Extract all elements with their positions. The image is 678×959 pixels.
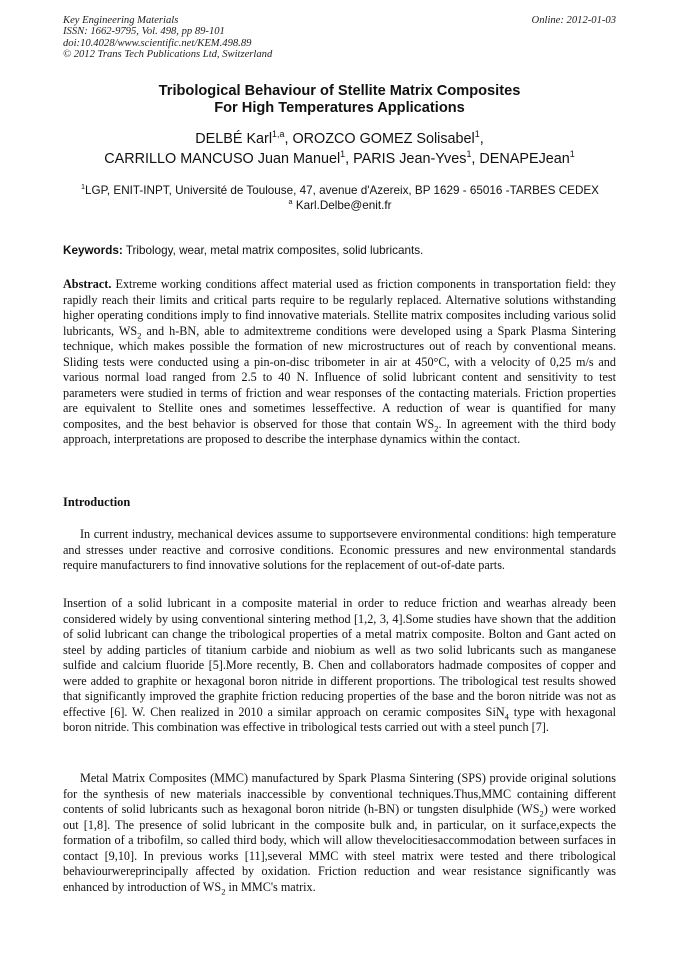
- author-affil-mark: 1: [569, 149, 575, 160]
- subscript: 4: [504, 710, 509, 721]
- journal-name: Key Engineering Materials: [63, 15, 179, 26]
- intro-paragraph-2: [63, 596, 616, 736]
- affiliation-mark: 1: [81, 182, 86, 192]
- author-name: DENAPEJean: [479, 151, 570, 167]
- affiliation-address: [80, 184, 600, 199]
- author-name: PARIS Jean-Yves: [353, 151, 467, 167]
- keywords-text: Tribology, wear, metal matrix composites, solid lubricants.: [125, 244, 424, 257]
- abstract-text: . In agreement with the third body approach, interpretations are proposed to describe the interphase dynamics within the contact.: [63, 416, 616, 446]
- online-date: Online: 2012-01-03: [531, 15, 616, 26]
- author-name: DELBÉ Karl: [195, 131, 273, 147]
- author-affil-mark: 1: [340, 149, 346, 160]
- author-name: OROZCO GOMEZ Solisabel: [292, 131, 475, 147]
- intro-paragraph-1: In current industry, mechanical devices assume to supportsevere environmental conditions: high temperature and stresses under reactive and corrosive conditions. Economic pressures and new environmental standards require manufacturers to find innovative solutions for the replacement of out-of-date parts.: [63, 527, 616, 572]
- title-line-2: For High Temperatures Applications: [214, 100, 465, 116]
- paragraph-text: Insertion of a solid lubricant in a composite material in order to reduce friction and wearhas already been considered widely by using conventional sintering method [1,2, 3, 4].Some studies have shown that the addition of solid lubricant can change the tribological properties of a metal matrix composite. Bolton and Gant acted on steel by adding particles of titanium carbide and niobium as well as two solid lubricants such as manganese sulfide and calcium fluoride [5].More recently, B. Chen and collaborators hadmade composites of copper and were added to graphite or hexagonal boron nitride in different proportions. The tribological test results showed that significantly improved the graphite friction reducing properties of the base and the boron nitride was not as effective [6]. W. Chen realized in 2010 a similar approach on ceramic composites SiN: [63, 596, 616, 719]
- intro-paragraph-3: [63, 771, 616, 895]
- affiliation: [80, 184, 600, 213]
- abstract: [63, 277, 616, 448]
- keywords: [63, 244, 616, 258]
- author-name: CARRILLO MANCUSO Juan Manuel: [104, 151, 341, 167]
- abstract-text: and h-BN, able to admitextreme conditions were developed using a Spark Plasma Sintering technique, which makes possible the formation of new microstructures out of reach by conventional means. Sliding tests were conducted using a pin-on-disc tribometer in air at 450°C, with a velocity of 0,25 m/s and various normal load ranged from 2.5 to 40 N. Influence of solid lubricant content and sensitivity to test parameters were studied in terms of friction and wear responses of the contacting materials. Friction properties are equivalent to Stellite ones and sometimes lesseffective. A reduction of wear is quantified for many composites, and the best behavior is observed for those that contain WS: [63, 323, 616, 431]
- subscript: 2: [434, 422, 439, 433]
- email-mark: a: [288, 196, 293, 206]
- doi-line: doi:10.4028/www.scientific.net/KEM.498.89: [63, 37, 252, 49]
- affiliation-email-line: [80, 196, 600, 214]
- keywords-label: Keywords:: [63, 244, 123, 257]
- author-affil-mark: 1: [474, 129, 480, 140]
- paragraph-text: type with hexagonal boron nitride. This combination was effective in tribological tests carried out with a steel punch [7].: [63, 704, 617, 734]
- paragraph-text: in MMC's matrix.: [228, 879, 316, 894]
- subscript: 2: [539, 808, 544, 819]
- section-heading-introduction: Introduction: [63, 495, 131, 509]
- title-line-1: Tribological Behaviour of Stellite Matrix Composites: [158, 83, 521, 99]
- copyright-line: © 2012 Trans Tech Publications Ltd, Switzerland: [63, 49, 273, 61]
- affiliation-text: LGP, ENIT-INPT, Université de Toulouse, 47, avenue d'Azereix, BP 1629 - 65016 -TARBES CEDEX: [85, 184, 599, 197]
- paragraph-text: Metal Matrix Composites (MMC) manufactured by Spark Plasma Sintering (SPS) provide original solutions for the synthesis of new materials inaccessible by conventional techniques.Thus,MMC containing different contents of solid lubricants such as hexagonal boron nitride (h-BN) or tungsten disulphide (WS: [63, 771, 616, 816]
- author-affil-mark: 1,a: [272, 129, 285, 140]
- journal-header: [63, 15, 616, 61]
- issn-line: ISSN: 1662-9795, Vol. 498, pp 89-101: [63, 26, 225, 38]
- author-line-1: DELBÉ Karl$^{1,a}$, OROZCO GOMEZ Solisabel$^1$,: [195, 129, 484, 147]
- subscript: 2: [137, 329, 142, 340]
- paper-title: [63, 83, 616, 117]
- author-list: [63, 129, 616, 169]
- author-affil-mark: 1: [466, 149, 472, 160]
- author-email: Karl.Delbe@enit.fr: [295, 198, 392, 212]
- paragraph-text: ) were worked out [1,8]. The presence of solid lubricant in the composite bulk and, in particular, on it surface,expects the formation of a tribofilm, so called third body, which will allow thevelocitiesaccommodation between surfaces in contact [9,10]. In previous works [11],several MMC with steel matrix were tested and there tribological behaviourwereprincipally affected by oxidation. Friction reduction and wear resistance significantly was enhanced by introduction of WS: [63, 802, 616, 894]
- abstract-text: Extreme working conditions affect material used as friction components in transportation field: they rapidly reach their limits and critical parts require to be regularly replaced. Alternative solutions withstanding higher operating conditions imply to find innovative materials. Stellite matrix composites including various solid lubricants, WS: [63, 277, 616, 338]
- author-line-2: CARRILLO MANCUSO Juan Manuel$^1$, PARIS Jean-Yves$^1$, DENAPEJean$^1$: [104, 149, 575, 167]
- subscript: 2: [221, 885, 226, 896]
- abstract-label: Abstract.: [63, 277, 112, 291]
